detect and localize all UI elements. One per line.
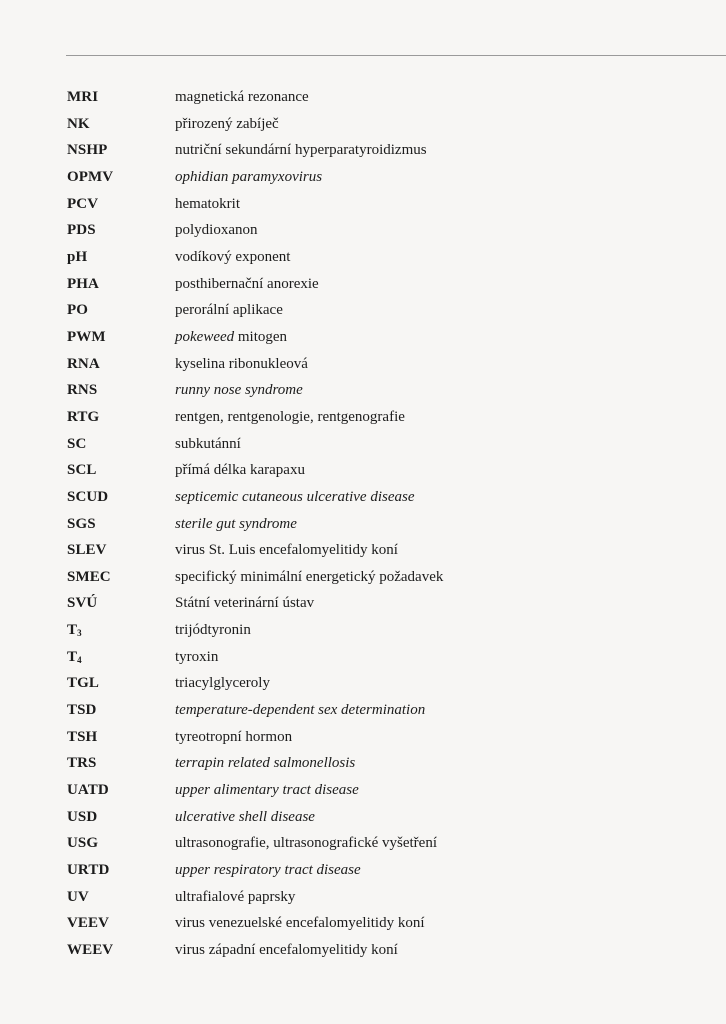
abbreviation-term-text: VEEV (67, 915, 110, 932)
abbreviation-term (67, 431, 86, 458)
abbreviation-row (0, 377, 726, 404)
abbreviation-term-text: TGL (67, 675, 99, 692)
abbreviation-meaning: přímá délka karapaxu (175, 462, 305, 479)
abbreviation-term (67, 804, 97, 831)
abbreviation-meaning: ultrafialové paprsky (175, 888, 296, 905)
abbreviation-term-text: PWM (67, 328, 106, 345)
abbreviation-term (67, 324, 106, 351)
abbreviation-term (67, 937, 113, 964)
abbreviation-term-text: T (67, 648, 78, 665)
abbreviation-term-text: SGS (67, 515, 96, 532)
abbreviation-term-text: URTD (67, 862, 110, 879)
abbreviation-meaning: posthibernační anorexie (175, 275, 319, 292)
abbreviation-term-text: PHA (67, 275, 99, 292)
header-rule (66, 55, 726, 56)
abbreviation-term (67, 564, 111, 591)
abbreviation-meaning: ophidian paramyxovirus (175, 168, 323, 185)
abbreviation-meaning: upper respiratory tract disease (175, 862, 361, 879)
abbreviation-row (0, 351, 726, 378)
abbreviation-meaning: upper alimentary tract disease (175, 782, 359, 799)
abbreviation-term (67, 537, 107, 564)
abbreviation-term (67, 617, 82, 644)
abbreviation-meaning: virus venezuelské encefalomyelitidy koní (175, 915, 425, 932)
abbreviation-meaning: vodíkový exponent (175, 248, 291, 265)
abbreviation-meaning: tyroxin (175, 648, 219, 665)
abbreviation-term (67, 644, 82, 671)
abbreviation-meaning: sterile gut syndrome (175, 515, 297, 532)
abbreviation-row (0, 217, 726, 244)
abbreviation-meaning: trijódtyronin (175, 622, 251, 639)
abbreviation-meaning: tyreotropní hormon (175, 728, 293, 745)
abbreviation-term (67, 217, 96, 244)
abbreviation-row (0, 511, 726, 538)
abbreviation-term (67, 724, 97, 751)
abbreviation-term-text: UATD (67, 782, 109, 799)
abbreviation-term (67, 670, 99, 697)
abbreviation-meaning: temperature-dependent sex determination (175, 702, 426, 719)
abbreviation-term-text: USD (67, 808, 98, 825)
abbreviation-term-text: MRI (67, 89, 99, 105)
abbreviation-meaning-italic-part: pokeweed (175, 328, 235, 345)
abbreviation-meaning: subkutánní (175, 435, 241, 452)
abbreviation-term-text: SVÚ (67, 595, 98, 612)
abbreviation-row (0, 910, 726, 937)
abbreviation-term-text: PCV (67, 195, 99, 212)
abbreviation-term-text: UV (67, 888, 89, 905)
abbreviation-row (0, 111, 726, 138)
abbreviation-meaning: specifický minimální energetický požadavek (175, 568, 444, 585)
abbreviation-term-text: RTG (67, 408, 100, 425)
abbreviation-term (67, 137, 107, 164)
abbreviation-term (67, 84, 98, 111)
abbreviation-meaning: perorální aplikace (175, 302, 283, 319)
abbreviation-term-text: TRS (67, 755, 97, 772)
abbreviation-row (0, 431, 726, 458)
abbreviation-term (67, 830, 98, 857)
abbreviation-term (67, 377, 97, 404)
abbreviation-term-subscript: 4 (77, 654, 82, 665)
abbreviation-row (0, 191, 726, 218)
abbreviation-term-text: SMEC (67, 568, 111, 585)
abbreviation-term (67, 777, 109, 804)
abbreviation-term-text: PDS (67, 222, 96, 239)
abbreviation-term-text: OPMV (67, 168, 114, 185)
abbreviation-row (0, 564, 726, 591)
abbreviation-row (0, 271, 726, 298)
abbreviation-row (0, 537, 726, 564)
abbreviation-term (67, 697, 96, 724)
abbreviation-term-text: SCL (67, 462, 97, 479)
abbreviation-meaning: virus západní encefalomyelitidy koní (175, 942, 398, 958)
abbreviation-term (67, 111, 90, 138)
abbreviation-term-text: T (67, 622, 78, 639)
abbreviation-term-text: USG (67, 835, 99, 852)
abbreviation-meaning: magnetická rezonance (175, 89, 309, 105)
abbreviation-row (0, 617, 726, 644)
abbreviation-row (0, 590, 726, 617)
abbreviation-term-text: TSD (67, 702, 97, 719)
abbreviation-row (0, 244, 726, 271)
abbreviation-row (0, 644, 726, 671)
abbreviation-term-text: SLEV (67, 542, 107, 559)
abbreviation-term (67, 910, 109, 937)
abbreviation-term (67, 857, 109, 884)
abbreviation-term (67, 244, 87, 271)
abbreviation-term-text: SC (67, 435, 87, 452)
abbreviation-meaning: rentgen, rentgenologie, rentgenografie (175, 408, 405, 425)
abbreviation-row (0, 297, 726, 324)
abbreviation-row (0, 697, 726, 724)
abbreviation-term (67, 297, 88, 324)
abbreviation-term-text: RNA (67, 355, 100, 372)
abbreviation-row (0, 937, 726, 964)
abbreviation-meaning (175, 324, 287, 351)
abbreviation-term-text: SCUD (67, 488, 109, 505)
abbreviation-meaning: ultrasonografie, ultrasonografické vyšetření (175, 835, 437, 852)
abbreviation-term (67, 750, 96, 777)
abbreviation-row (0, 857, 726, 884)
abbreviation-term-text: RNS (67, 382, 98, 399)
abbreviation-meaning: septicemic cutaneous ulcerative disease (175, 488, 415, 505)
abbreviation-term-text: NSHP (67, 142, 108, 159)
abbreviation-term (67, 484, 108, 511)
abbreviation-row (0, 670, 726, 697)
abbreviation-row (0, 137, 726, 164)
abbreviation-term (67, 511, 96, 538)
abbreviation-meaning: kyselina ribonukleová (175, 355, 308, 372)
abbreviation-row (0, 884, 726, 911)
abbreviation-term (67, 351, 100, 378)
abbreviation-term (67, 271, 99, 298)
abbreviation-term (67, 404, 99, 431)
abbreviation-meaning: ulcerative shell disease (175, 808, 315, 825)
abbreviation-meaning: terrapin related salmonellosis (175, 755, 356, 772)
abbreviation-term (67, 191, 98, 218)
abbreviation-row (0, 750, 726, 777)
abbreviation-list (0, 84, 726, 964)
abbreviation-meaning: triacylglyceroly (175, 675, 270, 692)
abbreviation-meaning: polydioxanon (175, 222, 258, 239)
abbreviation-row (0, 457, 726, 484)
abbreviation-term-subscript: 3 (77, 628, 82, 639)
abbreviation-meaning: virus St. Luis encefalomyelitidy koní (175, 542, 398, 559)
abbreviation-meaning: hematokrit (175, 195, 240, 212)
abbreviation-row (0, 724, 726, 751)
abbreviation-term-text: PO (67, 302, 89, 319)
abbreviation-term (67, 590, 97, 617)
abbreviation-row (0, 324, 726, 351)
abbreviation-row (0, 484, 726, 511)
abbreviation-term-text: NK (67, 115, 90, 132)
abbreviation-term-text: TSH (67, 728, 98, 745)
abbreviation-term (67, 457, 96, 484)
abbreviation-row (0, 404, 726, 431)
abbreviation-row (0, 804, 726, 831)
abbreviation-meaning: Státní veterinární ústav (175, 595, 315, 612)
abbreviation-term (67, 884, 89, 911)
abbreviation-meaning-rest: mitogen (234, 328, 288, 345)
abbreviation-row (0, 164, 726, 191)
abbreviation-term (67, 164, 113, 191)
abbreviation-row (0, 777, 726, 804)
abbreviation-term-text: pH (67, 248, 88, 265)
abbreviation-row (0, 830, 726, 857)
abbreviation-meaning: přirozený zabíječ (175, 115, 279, 132)
abbreviation-row (0, 84, 726, 111)
abbreviation-meaning: runny nose syndrome (175, 382, 303, 399)
abbreviation-meaning: nutriční sekundární hyperparatyroidizmus (175, 142, 427, 159)
abbreviation-term-text: WEEV (67, 942, 114, 958)
